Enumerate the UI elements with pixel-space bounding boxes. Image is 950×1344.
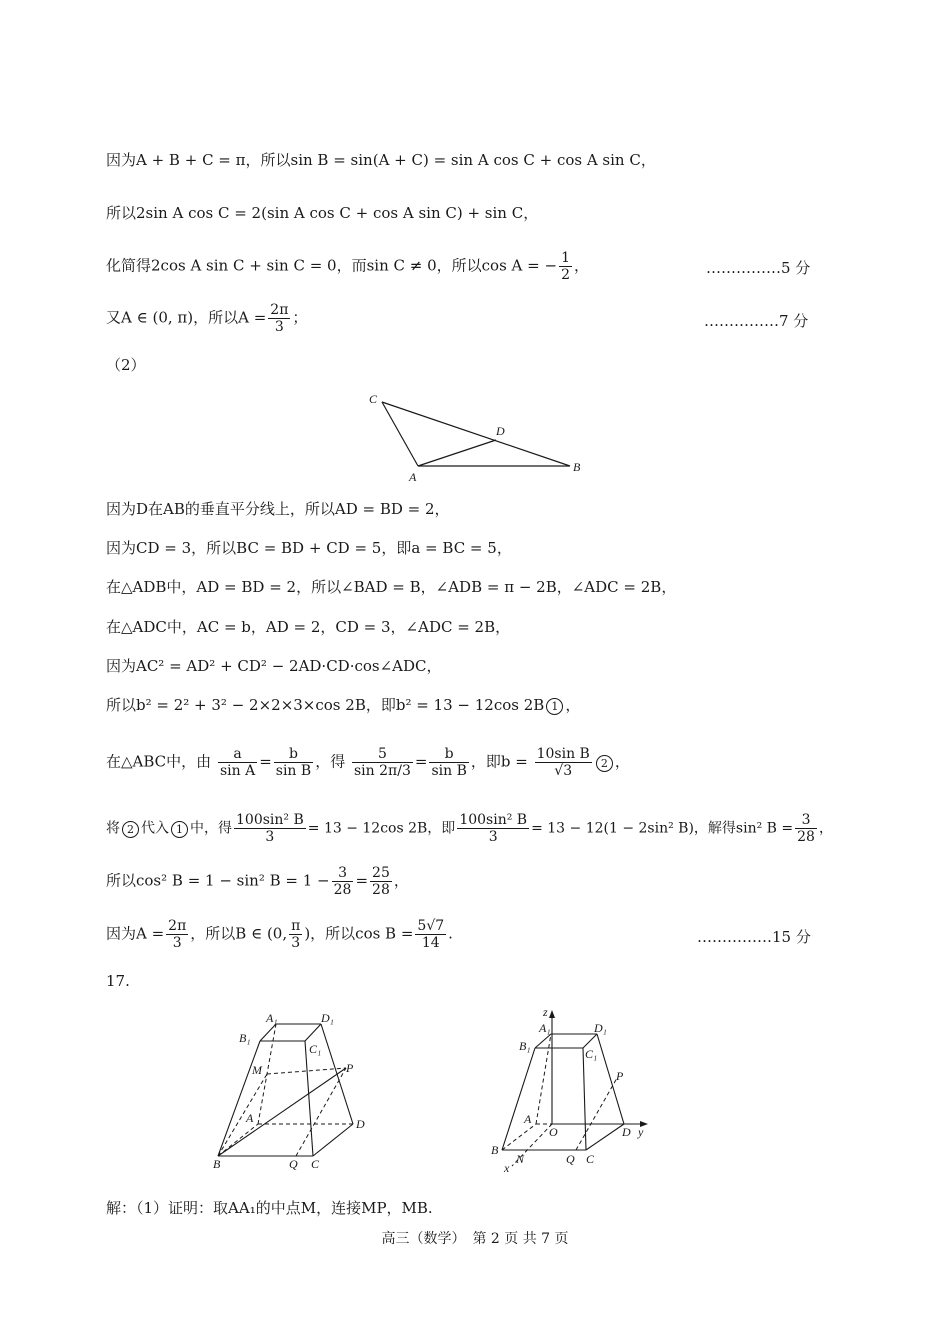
fraction-numerator: 10sin B [536,746,590,762]
fraction-denominator: 14 [421,935,440,951]
line-12: 在△ABC中，由 $\frac{a}{\text{sin A}}$ = $\frac{b}{\text{sin B}}$ ，得 $\frac{5}{\sin 2\pi/3}$ = $\frac{b}{\text{sin B}}$ ，即b = $\frac{\text{10sin B}}{√3}$ 2 ， [106,746,630,779]
line-15-text-2: ，所以B ∈ (0, [190,924,288,943]
fig3-label-y: y [638,1125,644,1139]
fig1-label-B: B [573,460,581,474]
fig2-label-B1: B₁ [239,1031,251,1045]
line-13 [106,812,833,845]
fraction-denominator: 3 [488,829,498,845]
fraction-numerator: 3 [332,865,354,882]
score-15: ……………15 分 [697,928,811,946]
line-12-end: ， [614,752,630,771]
line-4 [106,302,307,335]
fig2-label-A1: A₁ [266,1011,278,1025]
fraction-denominator: 3 [172,935,182,951]
fraction-numerator: a [218,746,257,763]
fraction [795,812,817,845]
line-13-text-3: 中，得 [190,820,232,837]
line-12-text-2: ，得 [315,752,346,771]
fraction-numerator: 2π [168,918,187,934]
fig2-label-B: B [213,1157,221,1171]
fig2-label-Q: Q [289,1157,298,1171]
problem-17-number: 17. [106,972,130,990]
fig2-label-D: D [356,1117,365,1131]
fraction-numerator: b [274,746,313,763]
part-2-label: （2） [106,356,146,374]
fig1-label-D: D [496,424,505,438]
fraction-numerator: 5√7 [417,918,445,934]
fig2-label-C: C [311,1157,320,1171]
fig1-label-C: C [369,392,378,406]
fraction [234,812,306,845]
line-15 [106,918,453,951]
fraction-denominator: 28 [797,829,815,845]
line-2: 所以2sin A cos C = 2(sin A cos C + cos A sin C) + sin C， [106,204,539,222]
fraction-denominator: sin B [275,763,312,779]
fig3-label-x: x [504,1161,510,1175]
line-13-text: 将 [106,820,120,837]
fig2-label-D1: D₁ [321,1011,334,1025]
fraction [274,746,313,779]
line-12-text: 在△ABC中，由 [106,752,212,771]
line-14-end: ， [393,871,409,890]
fraction [559,250,572,283]
fraction-denominator: sin B [431,763,467,779]
fraction [415,918,446,951]
fraction-numerator: 100sin² B [236,812,304,828]
fig3-label-C1: C₁ [585,1047,598,1061]
line-13-text-5: = 13 − 12(1 − 2sin² B)，解得sin² B = [531,820,794,837]
line-3 [106,250,589,283]
fraction-numerator: 25 [372,865,390,881]
fraction-denominator: 28 [372,882,390,898]
fraction [457,812,529,845]
score-7: ……………7 分 [704,312,809,330]
fraction-numerator: 1 [561,250,570,266]
fraction [352,746,413,779]
fig2-label-M: M [252,1063,262,1077]
line-13-text-2: 代入 [141,820,169,837]
line-14: 所以cos² B = 1 − sin² B = 1 − $\frac{3}{28}$ = $\frac{25}{28}$ ， [106,865,409,898]
line-12-text-3: ，即b = [470,752,528,771]
fraction [289,918,302,951]
line-4-text: 又A ∈ (0, π)，所以A = [106,308,267,327]
line-15-text-3: )，所以cos B = [304,924,414,943]
fraction-denominator: sin 2π/3 [353,763,411,779]
fraction [332,865,354,898]
frustum-figure-2 [486,1006,666,1176]
line-11-end: ， [565,696,581,714]
fraction-denominator: sin A [219,763,256,779]
fraction [535,746,592,779]
line-14-text: 所以cos² B = 1 − sin² B = 1 − [106,871,330,890]
fraction [166,918,188,951]
fraction-numerator: 3 [795,812,817,829]
fraction-denominator: 2 [561,267,570,283]
fraction-numerator: 100sin² B [459,812,528,828]
triangle-figure [360,388,600,486]
fig3-label-B: B [491,1143,499,1157]
fig2-label-A: A [246,1111,254,1125]
fraction-numerator: 2π [270,302,289,318]
fraction-denominator: √3 [554,763,573,779]
line-11 [106,695,580,715]
fraction-numerator: π [291,918,301,934]
solution-start: 解：（1）证明：取AA₁的中点M，连接MP，MB. [106,1199,433,1217]
fig3-label-N: N [516,1152,525,1166]
line-15-text: 因为A = [106,924,165,943]
fraction-numerator: b [429,746,468,763]
fig2-label-C1: C₁ [309,1042,322,1056]
fig3-label-A: A [524,1112,532,1126]
page-footer: 高三（数学） 第 2 页 共 7 页 [381,1231,569,1247]
line-6: 因为D在AB的垂直平分线上，所以AD = BD = 2， [106,500,450,518]
fraction [268,302,290,335]
fig1-label-A: A [409,470,417,484]
line-11-text: 所以b² = 2² + 3² − 2×2×3×cos 2B，即b² = 13 − 12cos 2B [106,696,545,714]
fig3-label-A1: A₁ [539,1021,551,1035]
fraction-denominator: 3 [274,319,284,335]
fig3-label-z: z [543,1006,548,1019]
fig3-label-Q: Q [566,1152,575,1166]
circled-number: 2 [596,755,613,772]
fraction [218,746,257,779]
circled-number: 1 [546,698,563,715]
circled-number: 1 [171,821,188,838]
fig3-label-D1: D₁ [594,1021,607,1035]
fraction-denominator: 3 [291,935,301,951]
line-13-end: ， [818,820,833,837]
line-3-text: 化简得2cos A sin C + sin C = 0，而sin C ≠ 0，所以cos A = − [106,256,558,275]
fig3-label-O: O [549,1125,558,1139]
line-8: 在△ADB中，AD = BD = 2，所以∠BAD = B，∠ADB = π − 2B，∠ADC = 2B， [106,578,677,596]
fig3-label-D: D [622,1125,631,1139]
frustum-figure-1 [200,1006,380,1176]
fig3-label-B1: B₁ [519,1039,531,1053]
fig3-label-P: P [616,1069,624,1083]
fig3-label-C: C [586,1152,595,1166]
circled-number: 2 [122,821,139,838]
fraction-denominator: 28 [333,882,352,898]
line-13-text-4: = 13 − 12cos 2B，即 [307,820,456,837]
line-15-end: . [448,924,453,943]
line-7: 因为CD = 3，所以BC = BD + CD = 5，即a = BC = 5， [106,539,512,557]
fraction [429,746,468,779]
line-4-end: ； [292,308,308,327]
fraction [370,865,392,898]
fig2-label-P: P [346,1061,354,1075]
fraction-numerator: 5 [352,746,413,763]
score-5: ……………5 分 [706,259,811,277]
line-9: 在△ADC中，AC = b，AD = 2，CD = 3，∠ADC = 2B， [106,618,511,636]
fraction-denominator: 3 [265,829,275,845]
line-10: 因为AC² = AD² + CD² − 2AD·CD·cos∠ADC， [106,657,442,675]
line-1: 因为A + B + C = π，所以sin B = sin(A + C) = sin A cos C + cos A sin C， [106,151,656,169]
line-3-end: ， [573,256,589,275]
